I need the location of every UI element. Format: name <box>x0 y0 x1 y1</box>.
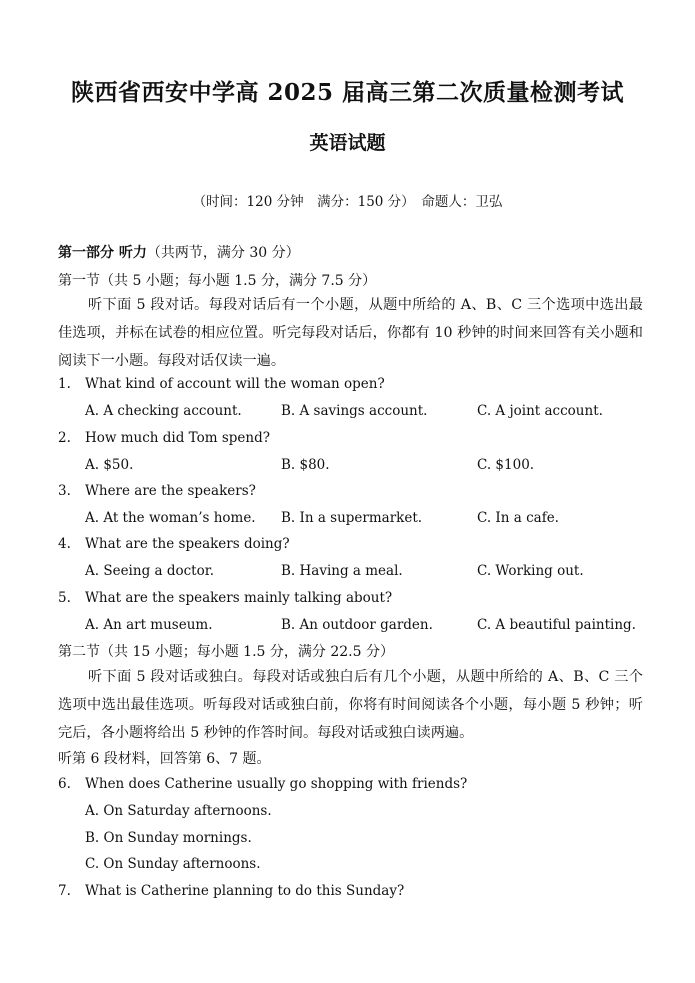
option-b: B. A savings account. <box>281 403 428 419</box>
part1-heading <box>58 242 300 262</box>
option-a: A. On Saturday afternoons. <box>85 803 272 819</box>
option-b: B. Having a meal. <box>281 563 403 579</box>
question-number: 6. <box>58 776 71 792</box>
option-a: A. A checking account. <box>85 403 242 419</box>
exam-meta: （时间：120 分钟 满分：150 分） 命题人：卫弘 <box>192 194 503 210</box>
section2-heading: 第二节（共 15 小题；每小题 1.5 分，满分 22.5 分） <box>58 644 394 660</box>
option-a: A. An art museum. <box>85 617 213 633</box>
question-text: Where are the speakers? <box>85 483 256 499</box>
question-number: 3. <box>58 483 71 499</box>
page-title: 陕西省西安中学高 2025 届高三第二次质量检测考试 <box>70 79 625 106</box>
question-number: 7. <box>58 883 71 899</box>
option-c: C. $100. <box>477 457 535 473</box>
section2-instruction: 听下面 5 段对话或独白。每段对话或独白后有几个小题，从题中所给的 A、B、C 三个选项中选出最佳选项。听每段对话或独白前，你将有时间阅读各个小题，每小题 5 秒钟；听完后，各小题将给出 5 秒钟的作答时间。每段对话或独白读两遍。 <box>58 669 643 741</box>
page-subtitle: 英语试题 <box>309 132 386 154</box>
option-b: B. On Sunday mornings. <box>85 830 252 846</box>
question-text: What kind of account will the woman open? <box>85 376 385 392</box>
question-7 <box>58 883 404 899</box>
option-c: C. A beautiful painting. <box>477 617 636 633</box>
question-number: 2. <box>58 430 71 446</box>
question-number: 1. <box>58 376 71 392</box>
option-a: A. $50. <box>85 457 134 473</box>
question-text: What are the speakers mainly talking about? <box>85 590 393 606</box>
question-1 <box>58 376 385 392</box>
option-a: A. Seeing a doctor. <box>85 563 214 579</box>
option-c: C. On Sunday afternoons. <box>85 856 261 872</box>
option-b: B. In a supermarket. <box>281 510 423 526</box>
question-number: 4. <box>58 536 71 552</box>
section1-instruction: 听下面 5 段对话。每段对话后有一个小题，从题中所给的 A、B、C 三个选项中选出最佳选项，并标在试卷的相应位置。听完每段对话后，你都有 10 秒钟的时间来回答有关小题和阅读下一小题。每段对话仅读一遍。 <box>58 297 643 369</box>
question-3 <box>58 483 256 499</box>
question-text: How much did Tom spend? <box>85 430 270 446</box>
option-c: C. A joint account. <box>477 403 603 419</box>
option-c: C. In a cafe. <box>477 510 559 526</box>
material-note: 听第 6 段材料，回答第 6、7 题。 <box>58 751 271 767</box>
option-b: B. An outdoor garden. <box>281 617 433 633</box>
question-6 <box>58 776 467 792</box>
option-c: C. Working out. <box>477 563 584 579</box>
question-2 <box>58 430 270 446</box>
question-text: What is Catherine planning to do this Sunday? <box>85 883 405 899</box>
question-4 <box>58 536 290 552</box>
question-5 <box>58 590 392 606</box>
part1-heading-rest: （共两节，满分 30 分） <box>146 245 300 261</box>
option-b: B. $80. <box>281 457 330 473</box>
section1-heading: 第一节（共 5 小题；每小题 1.5 分，满分 7.5 分） <box>58 273 377 289</box>
part1-heading-bold: 第一部分 听力 <box>58 245 147 261</box>
question-text: When does Catherine usually go shopping with friends? <box>85 776 468 792</box>
question-number: 5. <box>58 590 71 606</box>
question-text: What are the speakers doing? <box>85 536 290 552</box>
option-a: A. At the woman’s home. <box>85 510 256 526</box>
